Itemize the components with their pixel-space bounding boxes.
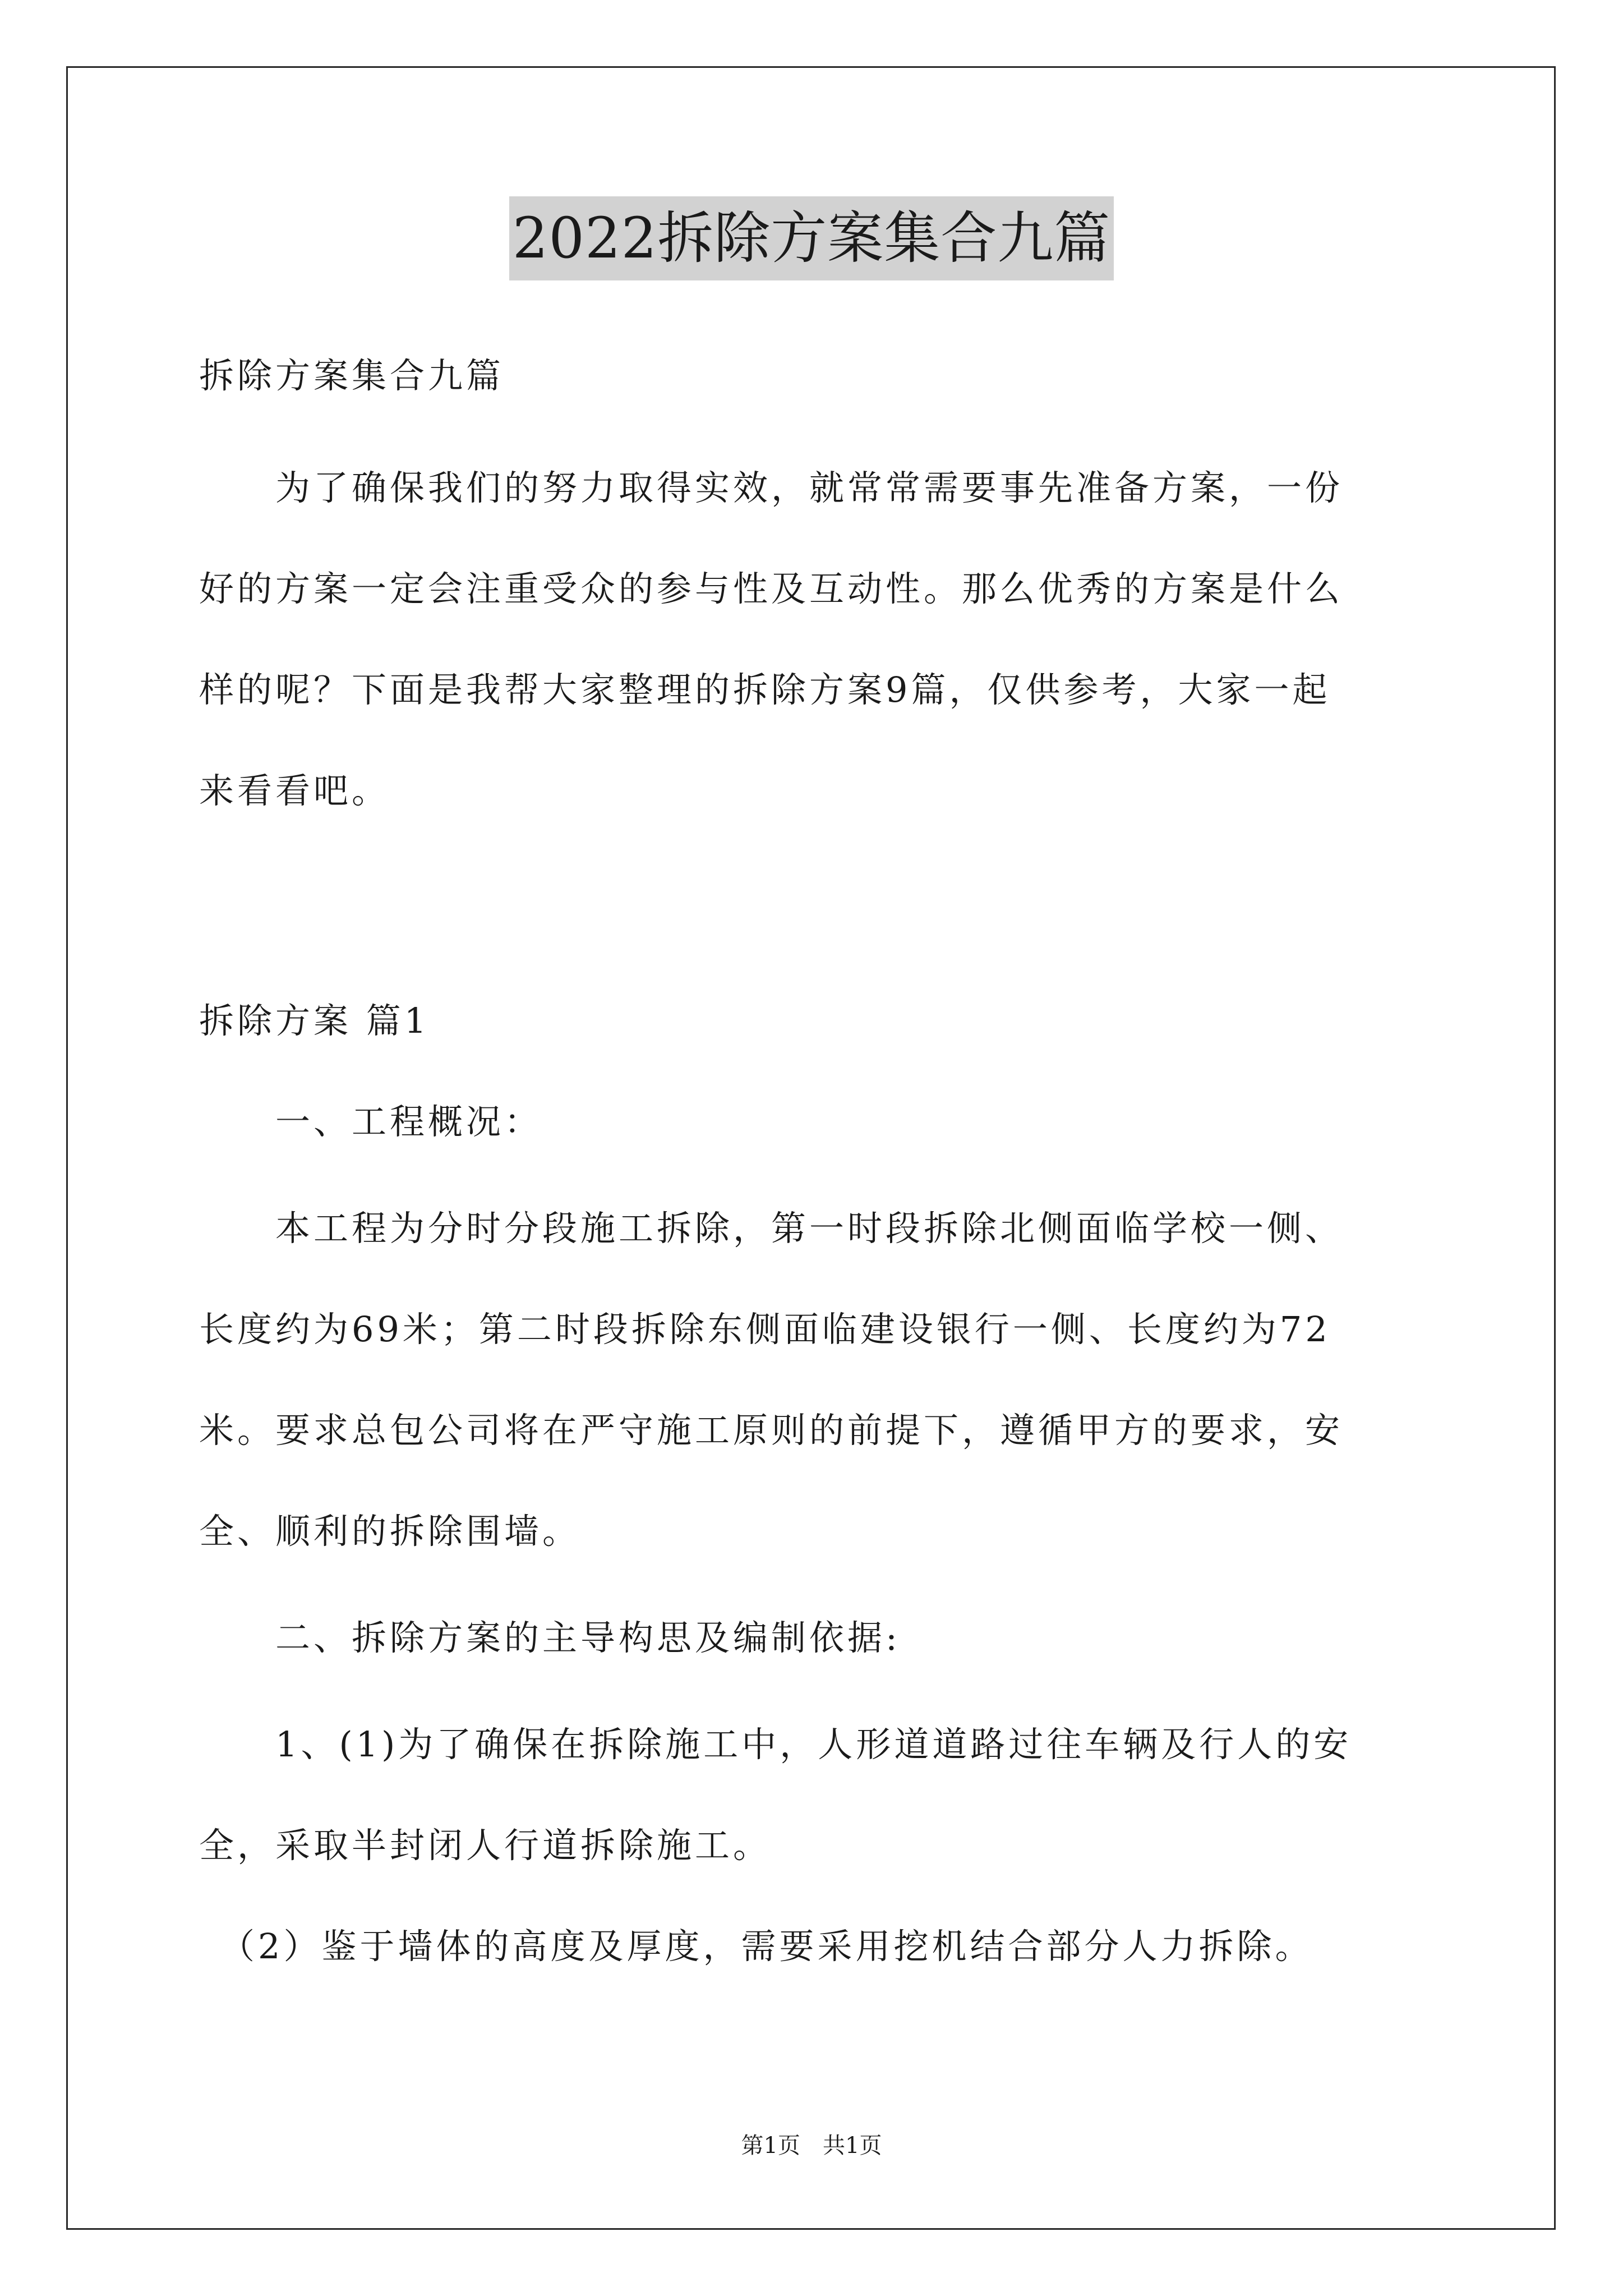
text-line-13: 1、(1)为了确保在拆除施工中，人形道道路过往车辆及行人的安 bbox=[199, 1724, 1352, 1765]
text-line-12: 二、拆除方案的主导构思及编制依据: bbox=[199, 1617, 901, 1658]
text-line-2: 为了确保我们的努力取得实效，就常常需要事先准备方案，一份 bbox=[199, 467, 1344, 508]
text-line-7: 一、工程概况： bbox=[199, 1101, 543, 1142]
page-footer: 第1页 共1页 bbox=[741, 2133, 882, 2159]
title-container bbox=[0, 196, 1623, 280]
text-line-3: 好的方案一定会注重受众的参与性及互动性。那么优秀的方案是什么 bbox=[199, 568, 1344, 609]
text-line-14: 全，采取半封闭人行道拆除施工。 bbox=[199, 1825, 772, 1866]
text-line-8: 本工程为分时分段施工拆除，第一时段拆除北侧面临学校一侧、 bbox=[199, 1208, 1344, 1249]
text-line-5: 来看看吧。 bbox=[199, 770, 390, 811]
section-heading: 拆除方案 篇1 bbox=[199, 1000, 430, 1041]
text-line-9: 长度约为69米；第二时段拆除东侧面临建设银行一侧、长度约为72 bbox=[199, 1309, 1331, 1350]
text-line-4: 样的呢？下面是我帮大家整理的拆除方案9篇，仅供参考，大家一起 bbox=[199, 669, 1331, 710]
text-line-1: 拆除方案集合九篇 bbox=[199, 355, 505, 396]
text-line-10: 米。要求总包公司将在严守施工原则的前提下，遵循甲方的要求，安 bbox=[199, 1410, 1344, 1451]
text-line-11: 全、顺利的拆除围墙。 bbox=[199, 1511, 581, 1552]
document-title: 2022拆除方案集合九篇 bbox=[509, 196, 1114, 280]
text-line-15: （2）鉴于墙体的高度及厚度，需要采用挖机结合部分人力拆除。 bbox=[199, 1926, 1313, 1967]
